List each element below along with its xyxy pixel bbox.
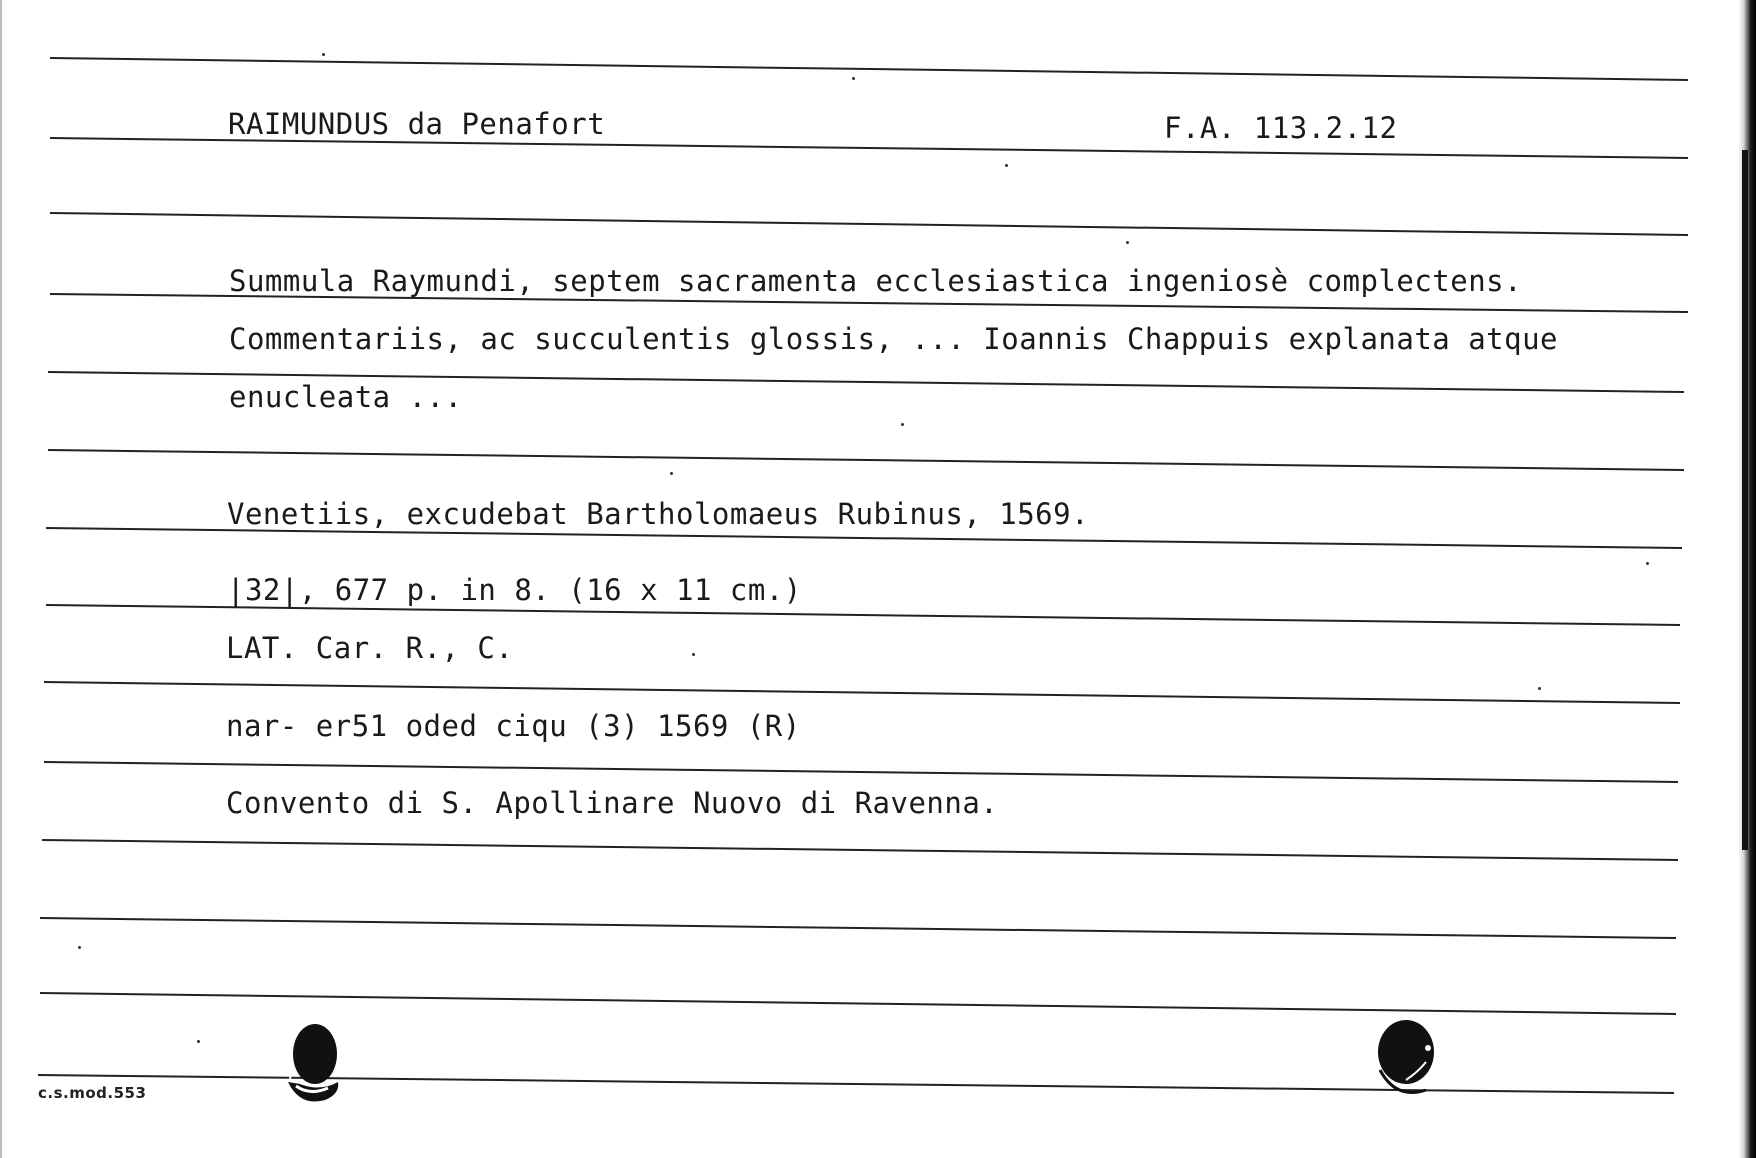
speck: [901, 423, 904, 426]
shelfmark: F.A. 113.2.12: [1164, 111, 1398, 145]
speck: [692, 653, 695, 656]
collation-line: |32|, 677 p. in 8. (16 x 11 cm.): [227, 573, 802, 607]
rule-line: [46, 528, 1682, 548]
rule-line: [40, 918, 1676, 938]
rule-line: [50, 213, 1688, 235]
rule-line: [44, 762, 1678, 782]
speck: [197, 1040, 200, 1043]
punch-hole-right: [1366, 1010, 1456, 1110]
title-line-2: Commentariis, ac succulentis glossis, ... Ioannis Chappuis explanata atque: [229, 322, 1559, 356]
provenance-line: Convento di S. Apollinare Nuovo di Ravenna.: [226, 786, 999, 820]
rule-line: [50, 58, 1688, 80]
rule-line: [50, 138, 1688, 158]
rule-line: [48, 450, 1684, 470]
title-line-3: enucleata ...: [229, 380, 463, 414]
rule-line: [46, 605, 1680, 625]
fingerprint-line: nar- er51 oded ciqu (3) 1569 (R): [226, 709, 801, 743]
speck: [1538, 687, 1541, 690]
title-line-1: Summula Raymundi, septem sacramenta ecclesiastica ingeniosè complectens.: [229, 264, 1523, 298]
speck: [78, 946, 81, 949]
imprint-line: Venetiis, excudebat Bartholomaeus Rubinus, 1569.: [227, 497, 1090, 531]
speck: [1005, 164, 1008, 167]
form-code-label: c.s.mod.553: [38, 1084, 147, 1102]
speck: [1126, 241, 1129, 244]
notes-line: LAT. Car. R., C.: [226, 631, 514, 665]
speck: [322, 53, 325, 56]
author-heading: RAIMUNDUS da Penafort: [228, 107, 606, 141]
rule-line: [42, 840, 1678, 860]
speck: [852, 77, 855, 80]
rule-line: [44, 682, 1680, 703]
speck: [1646, 562, 1649, 565]
punch-hole-left: [270, 1012, 360, 1112]
speck: [670, 472, 673, 475]
